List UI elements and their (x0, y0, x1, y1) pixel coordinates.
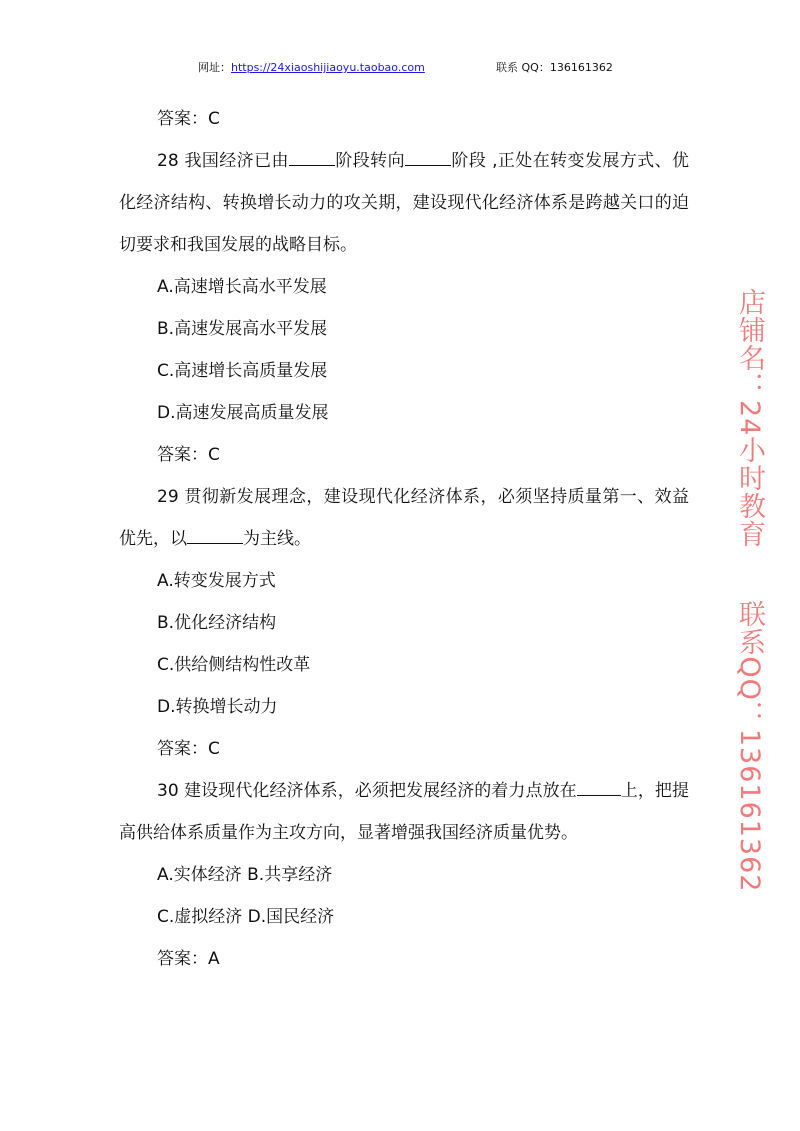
q29-blank (187, 523, 243, 544)
q30-blank (577, 775, 621, 796)
q29-option-c: C.供给侧结构性改革 (157, 655, 311, 675)
q28-text-1: 28 我国经济已由 (157, 151, 289, 171)
q28-text-3: 阶段 ,正处在转变发展方式、优化经济结构、转换增长动力的攻关期，建设现代化经济体系是跨越关口的迫切要求和我国发展的战略目标。 (119, 151, 690, 255)
q29-text-1: 29 贯彻新发展理念，建设现代化经济体系，必须坚持质量第一、效益优先，以 (119, 487, 689, 549)
q28-blank-1 (289, 145, 335, 166)
watermark-contact: 联系QQ：136161362 (734, 600, 765, 893)
answer-q29: 答案：C (157, 739, 220, 759)
url-label: 网址： (198, 61, 231, 74)
q28-option-d: D.高速发展高质量发展 (157, 403, 329, 423)
q28-option-b: B.高速发展高水平发展 (157, 319, 328, 339)
shop-url-block (198, 59, 425, 77)
answer-q27: 答案：C (157, 109, 220, 129)
q29-option-a: A.转变发展方式 (157, 571, 276, 591)
qq-label: 联系 QQ： (496, 61, 550, 74)
q30-text-1: 30 建设现代化经济体系，必须把发展经济的着力点放在 (157, 781, 577, 801)
question-29 (119, 476, 689, 560)
page-header (0, 59, 800, 77)
answer-q30: 答案：A (157, 949, 220, 969)
q28-blank-2 (405, 145, 451, 166)
q30-options-cd: C.虚拟经济 D.国民经济 (157, 907, 335, 927)
q28-text-2: 阶段转向 (334, 151, 406, 171)
q28-option-a: A.高速增长高水平发展 (157, 277, 327, 297)
q29-text-2: 为主线。 (243, 529, 311, 549)
answer-q28: 答案：C (157, 445, 220, 465)
shop-watermark (729, 288, 769, 893)
q28-option-c: C.高速增长高质量发展 (157, 361, 328, 381)
question-30 (119, 770, 689, 854)
watermark-shop-name: 店铺名：24小时教育 (734, 288, 765, 549)
contact-qq-block (496, 59, 613, 77)
q29-option-d: D.转换增长动力 (157, 697, 278, 717)
qq-number: 136161362 (549, 61, 613, 74)
shop-url-link[interactable]: https://24xiaoshijiaoyu.taobao.com (231, 61, 425, 74)
question-28 (119, 140, 689, 266)
q30-options-ab: A.实体经济 B.共享经济 (157, 865, 333, 885)
q30-text-2: 上，把提高供给体系质量作为主攻方向，显著增强我国经济质量优势。 (119, 781, 689, 843)
q29-option-b: B.优化经济结构 (157, 613, 277, 633)
document-body (119, 98, 689, 980)
